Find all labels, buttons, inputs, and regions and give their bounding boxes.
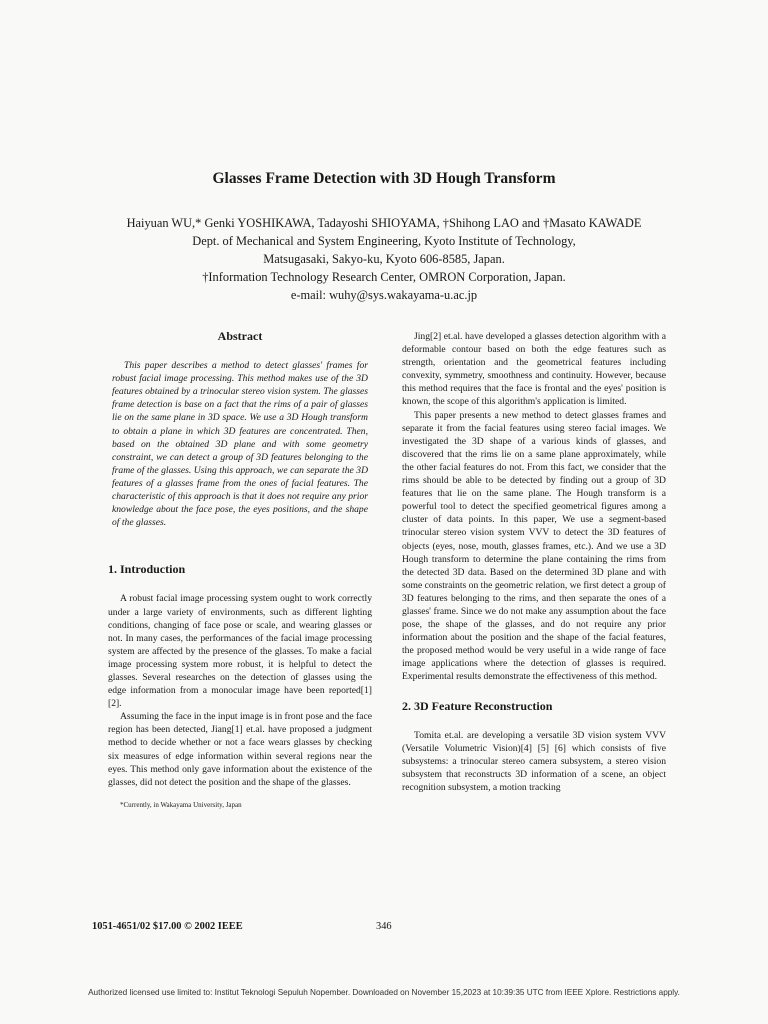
section-2-heading: 2. 3D Feature Reconstruction (402, 698, 553, 713)
introduction-paragraph-2: Assuming the face in the input image is in front pose and the face region has been detected, Jiang[1] et.al. have proposed a judgment method to decide whether or not a face wears glasses by checking six measures of edge information within several regions near the eyes. This method only gave information about the existence of the glasses, did not detect the position and the shape of the glasses. (108, 711, 372, 788)
affiliation-line-2: Matsugasaki, Sakyo-ku, Kyoto 606-8585, Japan. (263, 252, 505, 266)
right-paragraph-1: Jing[2] et.al. have developed a glasses detection algorithm with a deformable contour based on both the edge features such as strength, orientation and the geometrical features including convexity, symmetry, smoothness and continuity. However, because this method requires that the face is frontal and the eyes' position is known, the scope of this algorithm's application is limited. (402, 331, 666, 408)
introduction-heading: 1. Introduction (108, 562, 186, 577)
right-column (402, 330, 666, 794)
issn-price-line: 1051-4651/02 $17.00 © 2002 IEEE (92, 921, 243, 932)
introduction-paragraph-1: A robust facial image processing system ought to work correctly under a large variety of environments, such as different lighting conditions, changing of face pose or scale, and wearing glasses or not. In many cases, the performances of the facial image processing system are affected by the presence of the glasses. To make a facial image processing system more robust, it is helpful to detect the glasses. Several researches on the detection of glasses using the edge information from a monocular image have been reported[1] [2]. (108, 593, 372, 710)
page-number: 346 (376, 921, 392, 932)
email-line: e-mail: wuhy@sys.wakayama-u.ac.jp (290, 288, 478, 302)
authors-line: Haiyuan WU,* Genki YOSHIKAWA, Tadayoshi SHIOYAMA, †Shihong LAO and †Masato KAWADE (126, 216, 642, 230)
affiliation-line-3: †Information Technology Research Center, OMRON Corporation, Japan. (202, 270, 566, 284)
paper-title: Glasses Frame Detection with 3D Hough Transform (212, 170, 556, 187)
author-block (60, 214, 708, 304)
license-notice: Authorized licensed use limited to: Institut Teknologi Sepuluh Nopember. Downloaded on November 15,2023 at 10:39:35 UTC from IEEE Xplore. Restrictions apply. (88, 988, 680, 997)
left-column (108, 330, 372, 810)
abstract-heading: Abstract (217, 329, 263, 343)
abstract-body: This paper describes a method to detect glasses' frames for robust facial image processing. This method makes use of the 3D features obtained by a trinocular stereo vision system. The glasses frame detection is base on a fact that the rims of a pair of glasses lie on the same plane in 3D space. We use a 3D Hough transform to obtain a plane in which 3D features are concentrated. Then, based on the obtained 3D plane and with some geometry constraint, we can detect a group of 3D features belonging to the frame of the glasses. Using this approach, we can separate the 3D features of a glasses frame from the ones of facial features. The characteristic of this approach is that it does not require any prior knowledge about the face pose, the eyes positions, and the shape of the glasses. (112, 360, 368, 529)
affiliation-line-1: Dept. of Mechanical and System Engineering, Kyoto Institute of Technology, (192, 234, 576, 248)
section-2-paragraph-1: Tomita et.al. are developing a versatile 3D vision system VVV (Versatile Volumetric Vision)[4] [5] [6] which consists of five subsystems: a trinocular stereo camera subsystem, a stereo vision subsystem that reconstructs 3D information of a scene, an object recognition subsystem, a motion tracking (402, 729, 666, 793)
footnote: *Currently, in Wakayama University, Japan (120, 800, 242, 809)
right-paragraph-2: This paper presents a new method to detect glasses frames and separate it from the facial features using stereo facial images. We investigated the 3D shape of a various kinds of glasses, and discovered that the rims lie on a same plane approximately, while the other facial features do not. From this fact, we consider that the rims should be able to be detected by finding out a group of 3D features that lie on the same plane. The Hough transform is a powerful tool to detect the specified geometrical figures among a cluster of data points. In this paper, We use a segment-based trinocular stereo vision system VVV to detect the 3D features of objects (eyes, nose, mouth, glasses frames, etc.). And we use a 3D Hough transform to determine the plane containing the rims from the detected 3D data. Based on the determined 3D plane and with some constraints on the geometric relation, we first detect a group of 3D features belonging to the rims, and then separate the ones of a glasses' frame. Since we do not make any assumption about the face pose, the shape of the glasses, and do not require any prior information about the position and the shape of the facial features, the proposed method would be very useful in a wide range of face image applications where the detection of glasses is required. Experimental results demonstrate the effectiveness of this method. (402, 409, 666, 683)
